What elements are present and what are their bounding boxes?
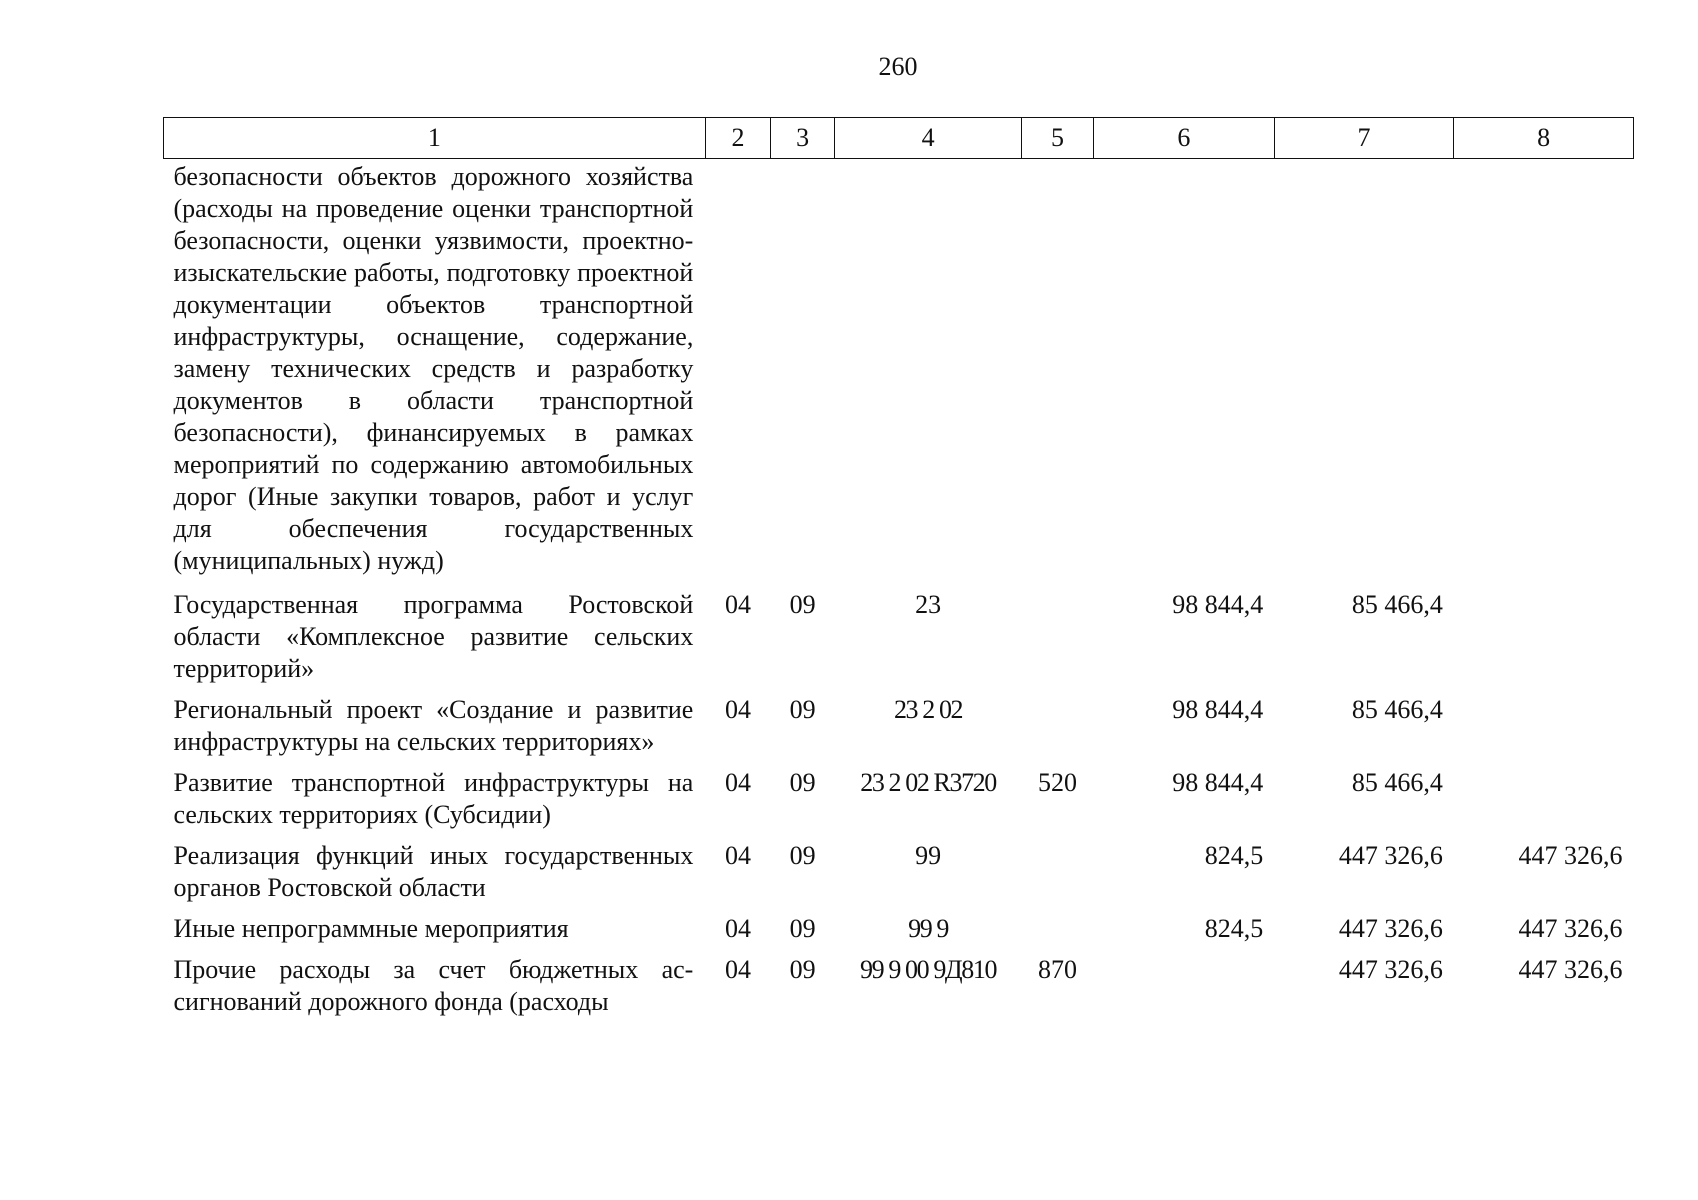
row-section: 04 (724, 914, 751, 943)
row-name: Региональный проект «Создание и развитие инфраструктуры на сельских территориях» (173, 695, 694, 756)
row-amount-col7: 447 326,6 (1338, 955, 1443, 984)
row-name: безопасности объектов дорожного хозяйства (расходы на проведение оценки транспортной безопасности, оценки уязвимости, проектно-изыскательские работы, подготовку проектной документации объектов транспортной инфраструктуры, оснащение, содержание, замену технических средств и разработку документов в области транспортной безопасности), финансируемых в рамках мероприятий по содержанию автомобильных дорог (Иные закупки товаров, работ и услуг для обеспечения государственных (муниципальных) нужд) (173, 162, 694, 575)
row-subsection: 09 (789, 841, 816, 870)
row-amount-col8 (1454, 694, 1634, 767)
budget-table (163, 117, 1634, 1018)
table-row (164, 913, 1634, 954)
row-section: 04 (724, 695, 751, 724)
row-expense-type (1021, 694, 1093, 767)
row-target-article: 99 9 00 9Д810 (860, 955, 997, 984)
row-amount-col6: 824,5 (1204, 914, 1264, 943)
row-expense-type: 520 (1037, 768, 1077, 797)
table-row (164, 159, 1634, 590)
row-amount-col8 (1454, 589, 1634, 694)
row-amount-col8 (1454, 159, 1634, 590)
row-name: Реализация функций иных государственных органов Ростовской области (173, 841, 694, 902)
row-amount-col7: 85 466,4 (1351, 768, 1443, 797)
row-target-article: 99 9 (908, 914, 949, 943)
row-subsection: 09 (789, 768, 816, 797)
row-name: Прочие расходы за счет бюджетных ассигнований дорожного фонда (расходы (173, 955, 694, 1016)
row-amount-col8: 447 326,6 (1518, 841, 1623, 870)
row-expense-type (1021, 913, 1093, 954)
table-row (164, 589, 1634, 694)
row-amount-col6 (1094, 159, 1275, 590)
row-target-article: 23 2 02 (893, 695, 963, 724)
row-subsection: 09 (789, 590, 816, 619)
column-header-6: 6 (1094, 118, 1275, 159)
row-target-article: 99 (915, 841, 942, 870)
row-name: Развитие транспортной инфраструктуры на сельских территориях (Субсидии) (173, 768, 694, 829)
row-subsection: 09 (789, 914, 816, 943)
table-body (164, 159, 1634, 1019)
row-amount-col7: 85 466,4 (1351, 695, 1443, 724)
row-amount-col8: 447 326,6 (1518, 955, 1623, 984)
row-target-article: 23 2 02 R3720 (860, 768, 996, 797)
table-row (164, 694, 1634, 767)
page-number: 260 (878, 52, 918, 81)
row-amount-col6 (1094, 954, 1275, 1018)
row-section: 04 (724, 955, 751, 984)
table-row (164, 840, 1634, 913)
column-header-5: 5 (1021, 118, 1093, 159)
row-amount-col8 (1454, 767, 1634, 840)
row-amount-col7: 85 466,4 (1351, 590, 1443, 619)
row-subsection: 09 (789, 695, 816, 724)
row-target-article: 23 (915, 590, 942, 619)
column-header-7: 7 (1274, 118, 1454, 159)
column-header-4: 4 (835, 118, 1022, 159)
row-amount-col7: 447 326,6 (1338, 841, 1443, 870)
table-row (164, 767, 1634, 840)
row-target-article (835, 159, 1022, 590)
row-amount-col6: 824,5 (1204, 841, 1264, 870)
row-amount-col7 (1274, 159, 1454, 590)
row-section: 04 (724, 841, 751, 870)
row-subsection: 09 (789, 955, 816, 984)
row-amount-col8: 447 326,6 (1518, 914, 1623, 943)
row-section: 04 (724, 590, 751, 619)
column-header-3: 3 (771, 118, 835, 159)
column-header-8: 8 (1454, 118, 1634, 159)
column-header-2: 2 (705, 118, 770, 159)
row-amount-col6: 98 844,4 (1172, 590, 1264, 619)
row-expense-type (1021, 589, 1093, 694)
row-expense-type: 870 (1037, 955, 1077, 984)
row-amount-col6: 98 844,4 (1172, 768, 1264, 797)
table-header (164, 118, 1634, 159)
table-row (164, 954, 1634, 1018)
row-name: Государственная программа Ростовской области «Комплексное развитие сельских территорий» (173, 590, 694, 683)
row-amount-col7: 447 326,6 (1338, 914, 1443, 943)
row-amount-col6: 98 844,4 (1172, 695, 1264, 724)
row-name: Иные непрограммные мероприятия (173, 914, 569, 943)
row-section (705, 159, 770, 590)
header-row (164, 118, 1634, 159)
row-subsection (771, 159, 835, 590)
row-expense-type (1021, 159, 1093, 590)
column-header-1: 1 (164, 118, 706, 159)
row-section: 04 (724, 768, 751, 797)
row-expense-type (1021, 840, 1093, 913)
